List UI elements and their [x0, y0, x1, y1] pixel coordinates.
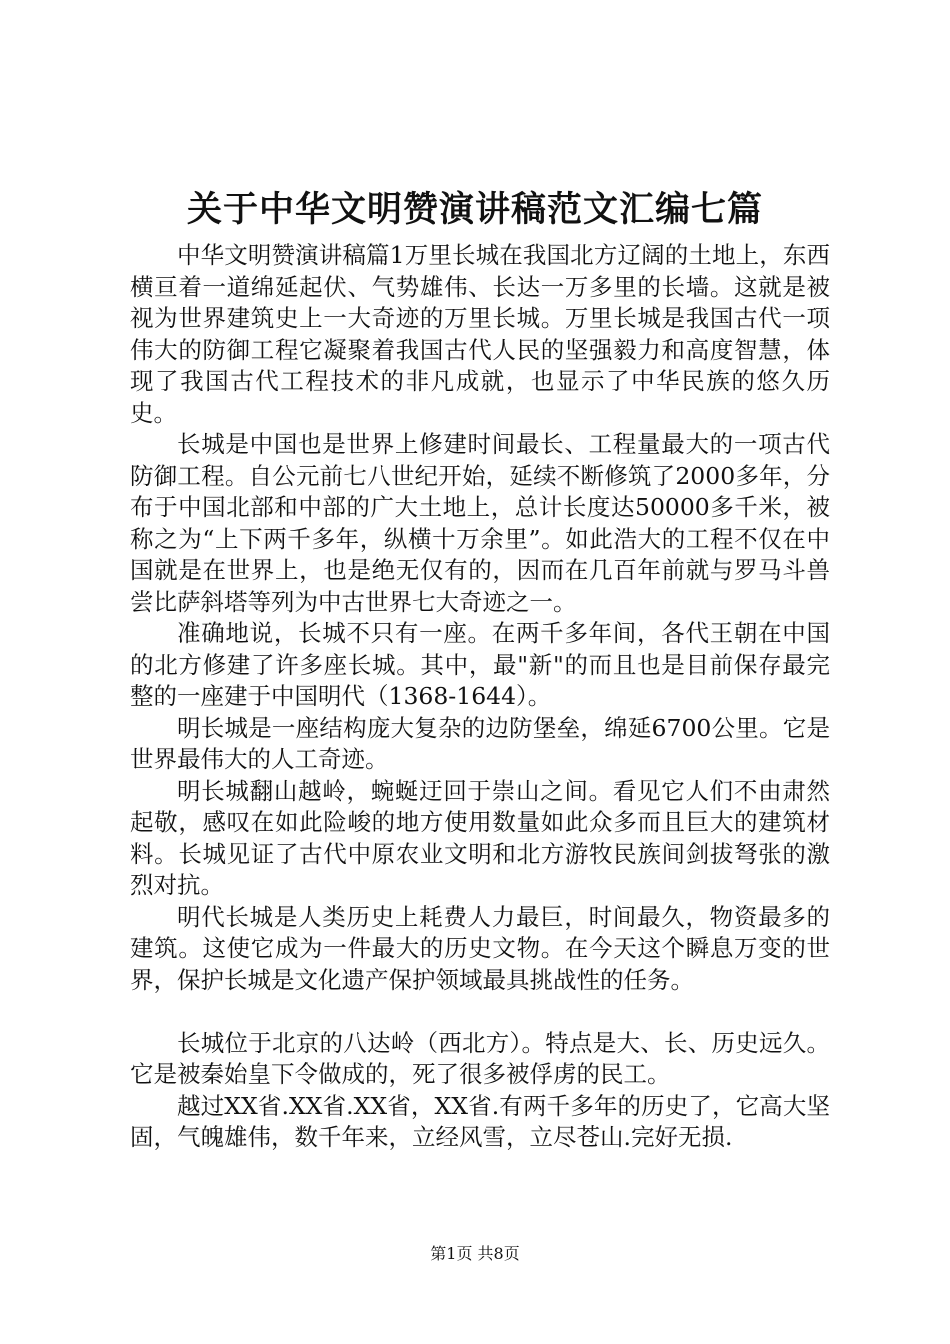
paragraph: 准确地说，长城不只有一座。在两千多年间，各代王朝在中国的北方修建了许多座长城。其中，最"新"的而且也是目前保存最完整的一座建于中国明代（1368-1644）。	[130, 619, 830, 710]
document-title: 关于中华文明赞演讲稿范文汇编七篇	[186, 189, 763, 230]
paragraph: 明代长城是人类历史上耗费人力最巨，时间最久，物资最多的建筑。这使它成为一件最大的历史文物。在今天这个瞬息万变的世界，保护长城是文化遗产保护领域最具挑战性的任务。	[130, 902, 830, 994]
paragraph: 明长城是一座结构庞大复杂的边防堡垒，绵延6700公里。它是世界最伟大的人工奇迹。	[130, 713, 830, 773]
paragraph: 明长城翻山越岭，蜿蜒迂回于崇山之间。看见它人们不由肃然起敬，感叹在如此险峻的地方使用数量如此众多而且巨大的建筑材料。长城见证了古代中原农业文明和北方游牧民族间剑拔弩张的激烈对抗。	[130, 776, 830, 899]
paragraph: 长城是中国也是世界上修建时间最长、工程量最大的一项古代防御工程。自公元前七八世纪开始，延续不断修筑了2000多年，分布于中国北部和中部的广大土地上，总计长度达50000多千米，被称之为“上下两千多年，纵横十万余里”。如此浩大的工程不仅在中国就是在世界上，也是绝无仅有的，因而在几百年前就与罗马斗兽尝比萨斜塔等列为中古世界七大奇迹之一。	[130, 430, 830, 616]
paragraph: 中华文明赞演讲稿篇1万里长城在我国北方辽阔的土地上，东西横亘着一道绵延起伏、气势雄伟、长达一万多里的长墙。这就是被视为世界建筑史上一大奇迹的万里长城。万里长城是我国古代一项伟大的防御工程它凝聚着我国古代人民的坚强毅力和高度智慧，体现了我国古代工程技术的非凡成就，也显示了中华民族的悠久历史。	[130, 241, 830, 427]
paragraph: 越过XX省.XX省.XX省，XX省.有两千多年的历史了，它高大坚固，气魄雄伟，数千年来，立经风雪，立尽苍山.完好无损.	[130, 1091, 830, 1151]
paragraph: 长城位于北京的八达岭（西北方）。特点是大、长、历史远久。它是被秦始皇下令做成的，死了很多被俘虏的民工。	[130, 1028, 830, 1088]
page-number-footer: 第1页 共8页	[430, 1244, 520, 1263]
document-body	[130, 240, 830, 1154]
